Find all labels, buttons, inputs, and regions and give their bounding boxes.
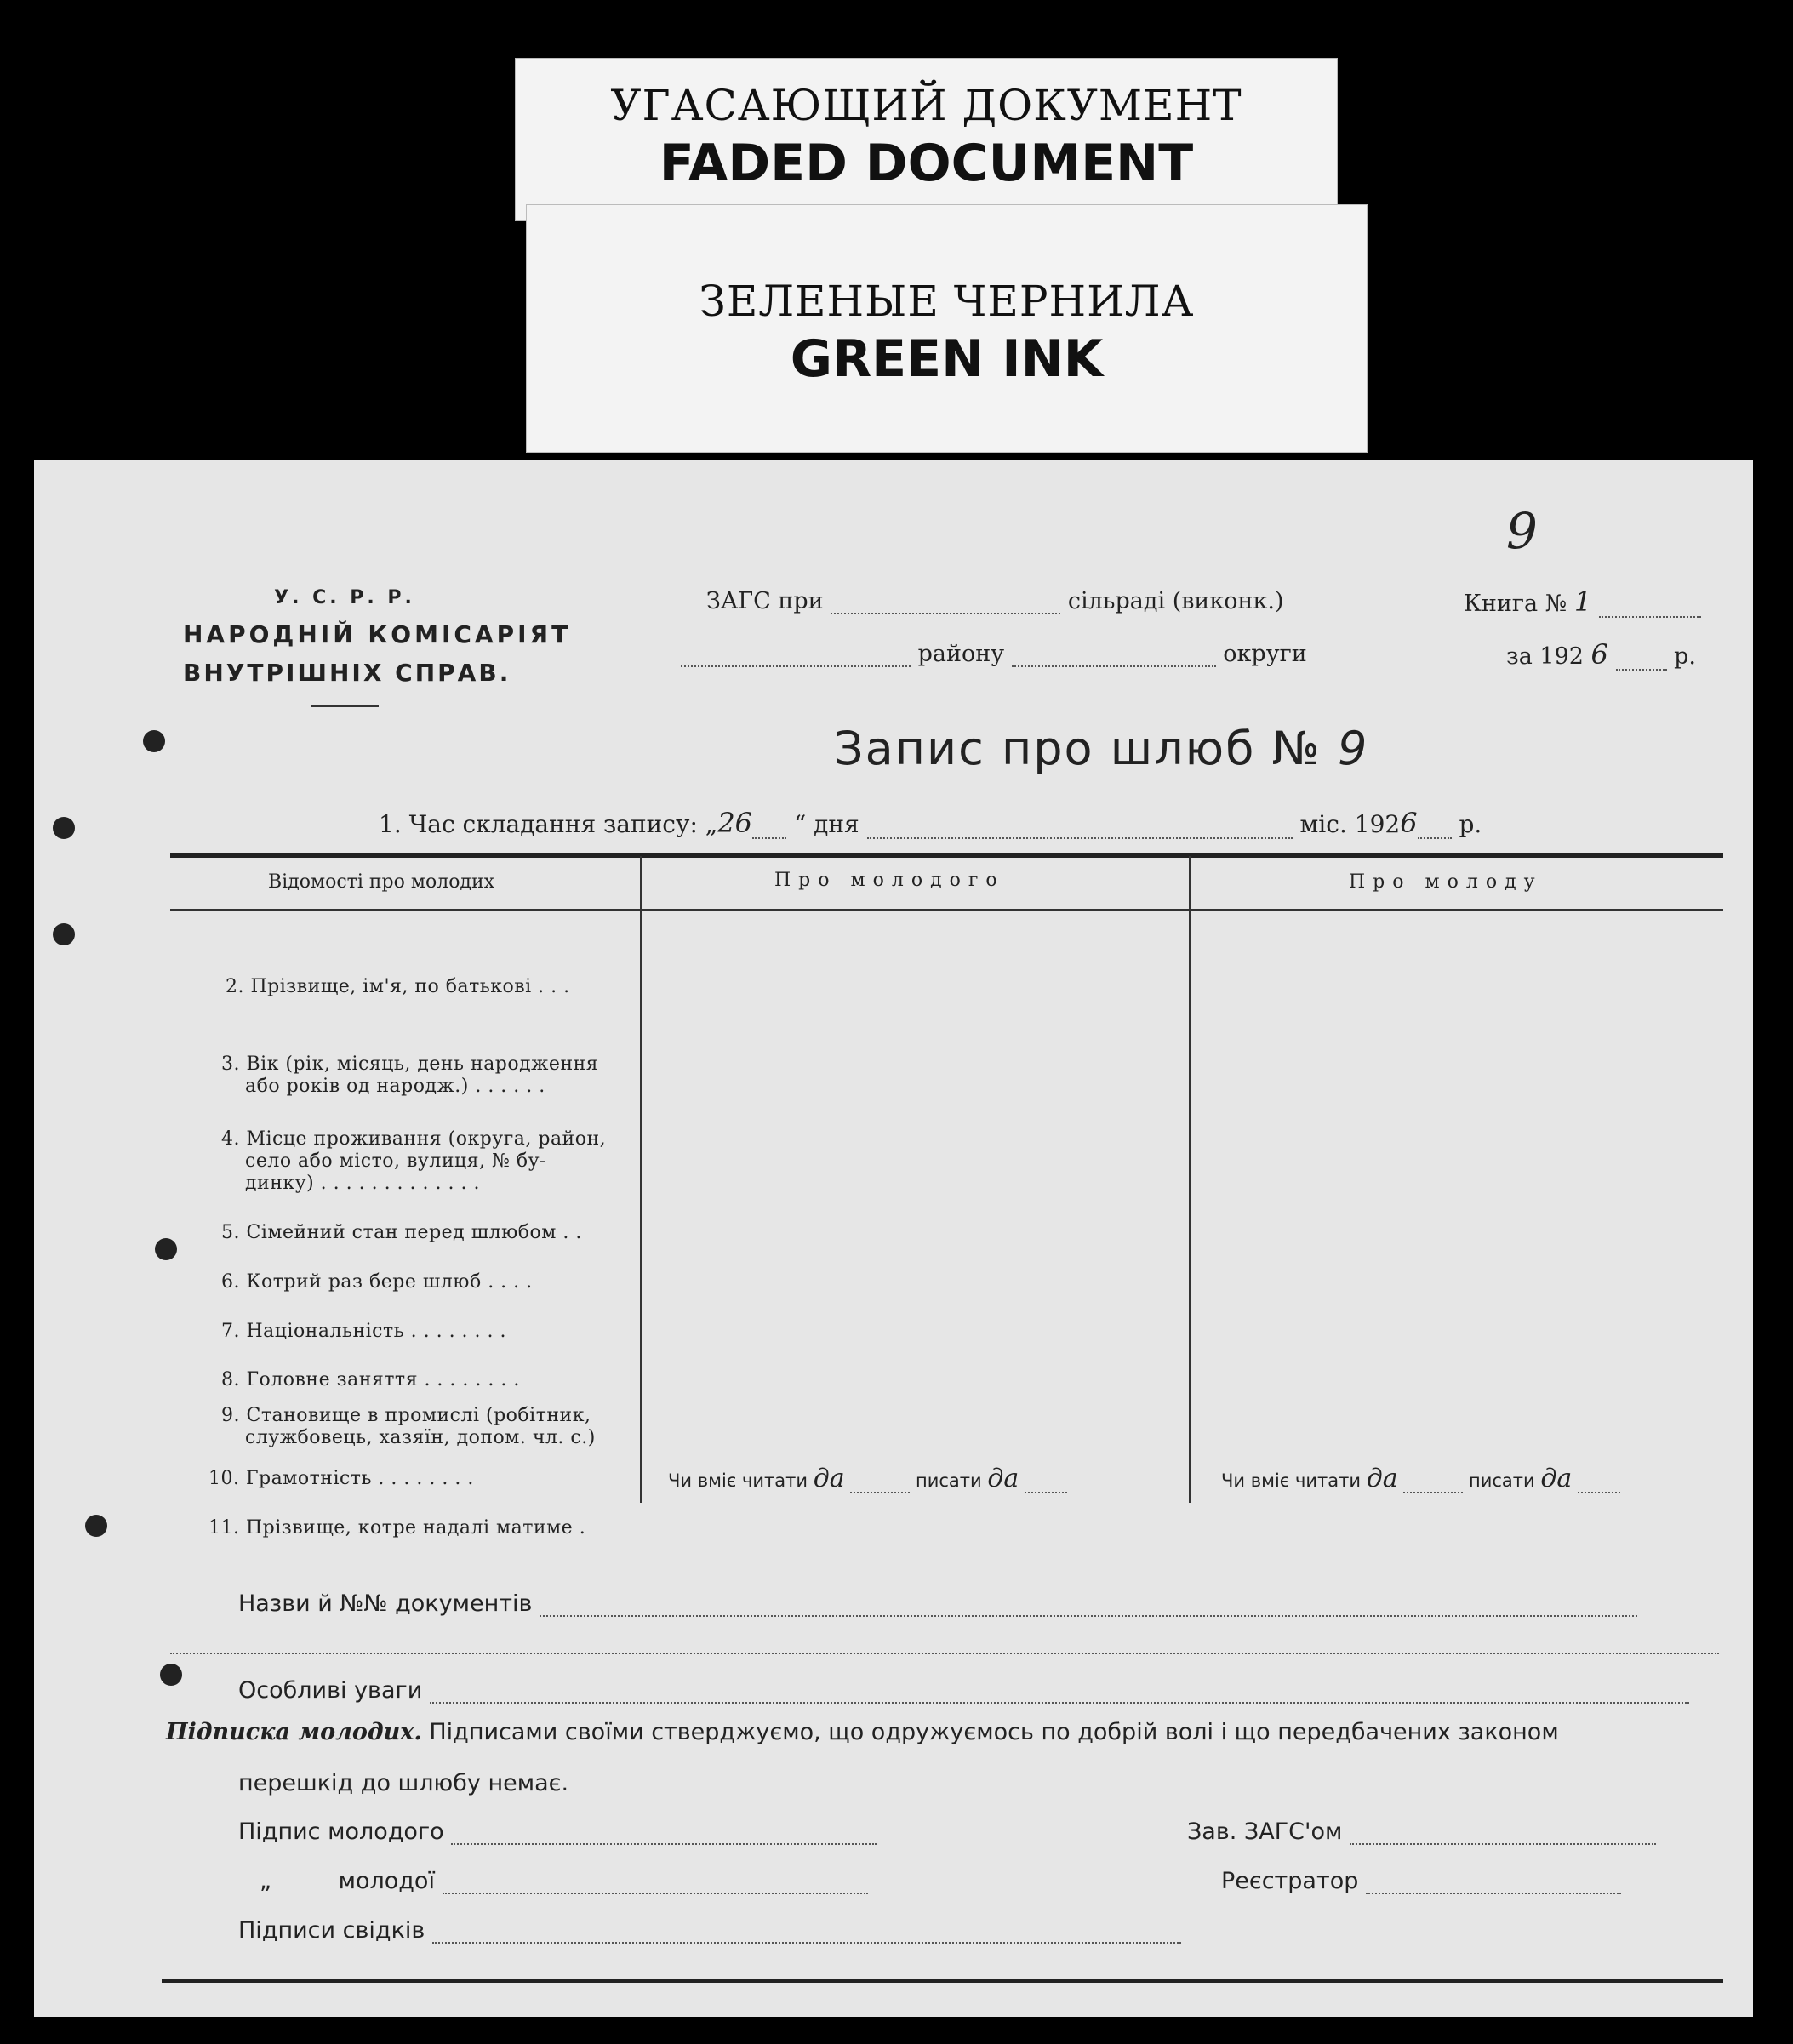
day-fill — [752, 810, 786, 839]
ink-label-ru: ЗЕЛЕНЫЕ ЧЕРНИЛА — [699, 277, 1195, 326]
book-fill — [1599, 589, 1701, 618]
bride-signature-label: молодої — [338, 1868, 435, 1894]
record-year-end: р. — [1459, 810, 1482, 838]
remarks-line — [238, 1675, 1689, 1704]
bride-write-fill — [1578, 1464, 1620, 1493]
col-info-header: Відомості про молодих — [268, 871, 495, 893]
bride-literacy — [1221, 1464, 1620, 1493]
groom-read-fill — [850, 1464, 910, 1493]
year-fill — [1616, 642, 1667, 671]
row-label-nationality: 7. Національність . . . . . . . . — [221, 1321, 507, 1342]
green-ink-label — [526, 204, 1368, 453]
statement-line — [166, 1719, 1559, 1745]
marriage-record-sheet — [34, 460, 1753, 2017]
faded-label-ru: УГАСАЮЩИЙ ДОКУМЕНТ — [610, 81, 1242, 130]
row-label-occupation: 8. Головне заняття . . . . . . . . — [221, 1369, 520, 1390]
page-title — [834, 722, 1368, 775]
row-label-future-surname: 11. Прізвище, котре надалі матиме . — [208, 1517, 586, 1539]
bride-read-label: Чи вміє читати — [1221, 1470, 1362, 1491]
row-label-age-2: або років од народж.) . . . . . . — [245, 1076, 545, 1097]
documents-label: Назви й №№ документів — [238, 1590, 533, 1617]
month-suffix: міс. 192 — [1299, 810, 1401, 838]
remarks-label: Особливі уваги — [238, 1677, 423, 1704]
district-line — [681, 638, 1307, 667]
punch-hole — [143, 730, 165, 752]
groom-literacy — [668, 1464, 1067, 1493]
record-day: 26 — [717, 807, 753, 839]
year-label: за 192 — [1506, 643, 1584, 670]
district-field[interactable] — [681, 638, 911, 667]
table-divider-2 — [1189, 856, 1191, 1503]
row-label-residence-3: динку) . . . . . . . . . . . . . — [245, 1173, 480, 1194]
signature-heading: Підписка молодих. — [166, 1719, 422, 1745]
punch-hole — [85, 1515, 107, 1537]
row-label-marital-status: 5. Сімейний стан перед шлюбом . . — [221, 1222, 582, 1243]
org-block — [183, 587, 572, 707]
bride-read-fill — [1403, 1464, 1463, 1493]
divider — [311, 705, 379, 707]
bride-signature-line — [260, 1865, 868, 1894]
punch-hole — [160, 1664, 182, 1686]
ussr-abbrev: У. С. Р. Р. — [274, 587, 415, 608]
witnesses-field[interactable] — [432, 1915, 1181, 1944]
zags-line — [706, 585, 1284, 614]
table-top-rule — [170, 853, 1723, 858]
record-time-line — [379, 807, 1482, 839]
documents-extra-line — [170, 1651, 1719, 1654]
zags-prefix: ЗАГС при — [706, 588, 824, 614]
row-label-literacy: 10. Грамотність . . . . . . . . — [208, 1468, 474, 1489]
month-field[interactable] — [867, 810, 1293, 839]
year-line — [1506, 638, 1696, 671]
zags-suffix: сільраді (виконк.) — [1067, 588, 1284, 614]
book-line — [1464, 585, 1701, 618]
year-suffix: р. — [1674, 643, 1696, 670]
day-suffix: “ дня — [793, 810, 859, 838]
col-bride-header: Про молоду — [1349, 871, 1543, 893]
punch-hole — [53, 923, 75, 945]
documents-field[interactable] — [540, 1588, 1637, 1617]
page-number: 9 — [1506, 502, 1538, 560]
remarks-field[interactable] — [430, 1675, 1689, 1704]
head-zags-label: Зав. ЗАГС'ом — [1187, 1818, 1343, 1845]
table-divider-1 — [640, 856, 642, 1503]
witnesses-line — [238, 1915, 1181, 1944]
groom-signature-field[interactable] — [451, 1816, 877, 1845]
record-year: 6 — [1400, 807, 1418, 839]
statement-text: Підписами своїми стверджуємо, що одружуємось по добрій волі і що передбачених законом — [429, 1719, 1559, 1745]
commissariat-line-2: ВНУТРІШНІХ СПРАВ. — [183, 659, 511, 687]
title-text: Запис про шлюб № — [834, 722, 1322, 775]
groom-signature-line — [238, 1816, 877, 1845]
record-year-fill — [1418, 810, 1452, 839]
documents-line — [238, 1588, 1637, 1617]
commissariat-line-1: НАРОДНІЙ КОМІСАРІЯТ — [183, 620, 572, 648]
row-label-surname: 2. Прізвище, ім'я, по батькові . . . — [226, 976, 570, 997]
groom-write-fill — [1025, 1464, 1067, 1493]
row-label-marriage-count: 6. Котрий раз бере шлюб . . . . — [221, 1271, 533, 1293]
village-council-field[interactable] — [831, 585, 1060, 614]
district-label: району — [917, 641, 1005, 667]
groom-signature-label: Підпис молодого — [238, 1818, 444, 1845]
okrug-label: округи — [1223, 641, 1307, 667]
head-zags-line — [1187, 1816, 1656, 1845]
registrar-field[interactable] — [1366, 1865, 1621, 1894]
col-groom-header: Про молодого — [774, 870, 1005, 891]
punch-hole — [155, 1238, 177, 1260]
year-value: 6 — [1590, 638, 1608, 671]
okrug-field[interactable] — [1012, 638, 1216, 667]
row-label-position-1: 9. Становище в промислі (робітник, — [221, 1405, 591, 1426]
punch-hole — [53, 817, 75, 839]
groom-read-label: Чи вміє читати — [668, 1470, 808, 1491]
witnesses-label: Підписи свідків — [238, 1917, 425, 1944]
bride-signature-field[interactable] — [443, 1865, 868, 1894]
table-header-rule — [170, 909, 1723, 911]
book-number: 1 — [1573, 585, 1592, 618]
head-zags-field[interactable] — [1350, 1816, 1656, 1845]
row-label-age-1: 3. Вік (рік, місяць, день народження — [221, 1053, 599, 1075]
registrar-label: Реєстратор — [1221, 1868, 1359, 1894]
record-number: 9 — [1337, 722, 1369, 775]
record-time-label: 1. Час складання запису: „ — [379, 810, 718, 838]
book-label: Книга № — [1464, 591, 1567, 617]
bride-write-value: да — [1540, 1464, 1573, 1493]
groom-read-value: да — [813, 1464, 845, 1493]
faded-label-en: FADED DOCUMENT — [659, 134, 1194, 193]
bride-quote: „ — [260, 1868, 271, 1894]
groom-write-label: писати — [915, 1470, 982, 1491]
bottom-rule — [162, 1979, 1723, 1983]
row-label-residence-2: село або місто, вулиця, № бу- — [245, 1150, 546, 1172]
ink-label-en: GREEN INK — [790, 329, 1104, 389]
groom-write-value: да — [987, 1464, 1019, 1493]
bride-write-label: писати — [1468, 1470, 1535, 1491]
registrar-line — [1221, 1865, 1621, 1894]
faded-document-label — [515, 58, 1338, 221]
row-label-position-2: службовець, хазяїн, допом. чл. с.) — [245, 1427, 596, 1448]
row-label-residence-1: 4. Місце проживання (округа, район, — [221, 1128, 607, 1150]
bride-read-value: да — [1366, 1464, 1398, 1493]
statement-line-2: перешкід до шлюбу немає. — [238, 1770, 569, 1796]
